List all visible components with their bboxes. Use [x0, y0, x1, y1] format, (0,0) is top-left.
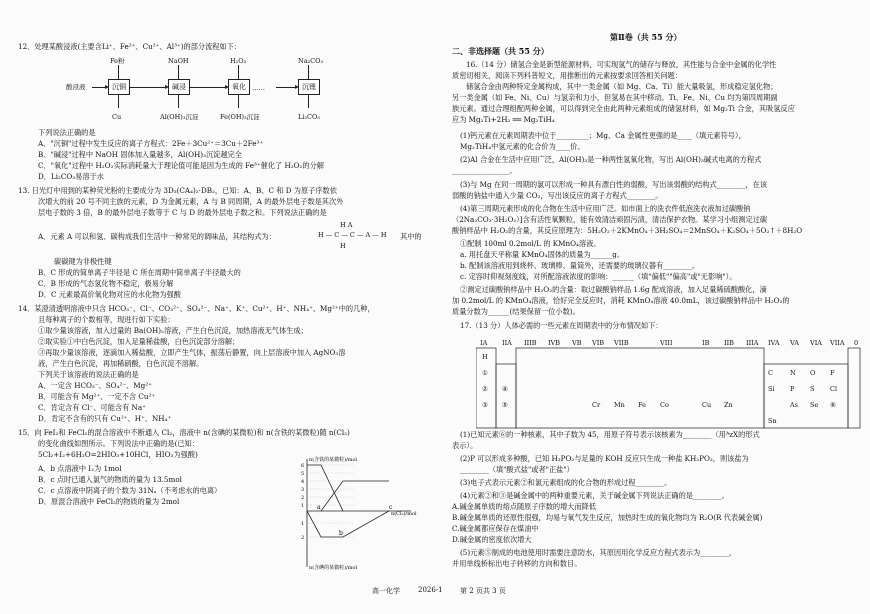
element-sn: Sn	[768, 417, 777, 425]
element-zn: Zn	[724, 401, 733, 409]
element-fe: Fe	[638, 401, 647, 409]
q14-line: 液，产生白色沉淀，再加稀硝酸，白色沉淀不溶解。	[38, 359, 204, 368]
point-c: c	[389, 504, 393, 511]
struct-mid: H — C — C — A — H	[318, 231, 387, 240]
q14-line: ②取实验①中白色沉淀，加入足量稀盐酸，白色沉淀部分溶解；	[38, 337, 240, 346]
arrow-line	[118, 94, 119, 108]
q16-line: 16.（14 分）储氢合金是新型能源材料，可实现氢气的储存与释放，其性能与合金中金属的化学性	[466, 60, 777, 69]
arrow-line	[308, 65, 309, 79]
q17-line: (2)P 可以形成多种酸，已知 H₃PO₂与足量的 KOH 反应只生成一种盐 KH₂PO₂，则该盐为	[460, 454, 749, 463]
q16-line: Mg₂TiH₄中氢元素的化合价为____价。	[460, 142, 585, 151]
output-feoh3: Fe(OH)₃沉淀	[220, 113, 260, 121]
arrow-line	[118, 65, 119, 79]
q12-option-d: D．Li₂CO₃易溶于水	[38, 172, 104, 181]
group-label: IIIB	[524, 339, 537, 347]
q14-line: 且每种离子的个数相等，现进行如下实验：	[38, 315, 175, 324]
q15-line: 的变化曲线如图所示。下列说法中正确的是(已知：	[38, 439, 199, 448]
element-p: P	[790, 385, 795, 393]
process-flowchart	[66, 56, 372, 126]
q17-line: C.碱金属都应保存在煤油中	[452, 524, 539, 533]
group-label: IA	[480, 339, 488, 347]
output-li2co3: Li₂CO₃	[298, 113, 320, 121]
element-cl: Cl	[830, 385, 838, 393]
q13-line: 13. 日光灯中用到的某种荧光粉的主要成分为 3D₃(CA₄)₂·DB₂，已知：A、B、C 和 D 为原子序数依	[18, 186, 337, 195]
q13-option-a: A．元素 A 可以和氢、碳构成我们生活中一种常见的调味品，其结构式为：	[38, 232, 276, 241]
x-label: n(Cl₂)/mol	[391, 511, 417, 517]
footer-subject: 高一化学	[372, 587, 400, 595]
arrow-line	[308, 94, 309, 108]
y-label-top: n(含铁的某微粒)/mol	[309, 457, 358, 463]
element-6: ⑥	[830, 401, 836, 409]
q13-line: 层电子数的 3 倍，B 的最外层电子数等于 C 与 D 的最外层电子数之和。下列说法正确的是	[38, 208, 327, 217]
box-lithium: 沉锂	[298, 79, 320, 95]
q17-line: (1)已知元素⑥的一种核素，其中子数为 45，用原子符号表示该核素为________（用ᴬzX的形式	[460, 430, 760, 439]
footer-page: 第 2 页共 3 页	[460, 587, 506, 595]
q16-line: 质密切相关，阅读下列科普短文，用推断出的元素按要求回答相关问题：	[452, 71, 683, 80]
q17-line: 表示）。	[452, 441, 478, 450]
q17-line: (4)元素②和③是碱金属中的两种重要元素，关于碱金属下列说法正确的是________。	[460, 491, 729, 500]
q17-line: D.碱金属的密度依次增大	[452, 535, 532, 544]
ytick: 1	[301, 521, 305, 527]
q16-line: a. 用托盘天平称量 KMnO₄固体的质量为______g。	[460, 250, 625, 259]
ytick: 2	[301, 495, 305, 501]
group-label: VIII	[660, 339, 673, 347]
group-label: 0	[854, 339, 859, 347]
q17-line: (3)电子式表示元素②和氯元素组成的化合物的形成过程________。	[460, 478, 672, 487]
arrow-line	[238, 65, 239, 79]
q12-option-b: B．"碱浸"过程中 NaOH 固体加入量越多，Al(OH)₃沉淀越完全	[38, 150, 242, 159]
q13-option-a-tail: 其中的	[400, 232, 422, 241]
q14-line: ③再取少量该溶液，逐滴加入稀盐酸，立即产生气体，振荡后静置，向上层溶液中加入 AgNO₃溶	[38, 348, 346, 357]
q13-option-d: D．C 元素最高价氧化物对应的水化物为强酸	[38, 290, 181, 299]
element-1: ①	[482, 369, 488, 377]
group-label: IIB	[724, 339, 734, 347]
flow-arrow	[130, 87, 166, 88]
q13-line: 次增大的前 20 号不同主族的元素，D 为金属元素，A 与 B 同周期，A 的最外层电子数是其次外	[38, 197, 344, 206]
flow-start: 酸浸液	[66, 83, 86, 91]
box-oxidize: 氧化	[228, 79, 250, 95]
ytick: 5	[301, 471, 305, 477]
q16-line: 储氢合金由两种特定金属构成，其中一类金属（如 Mg、Ca、Ti）能大量吸氢，形成稳定氢化物；	[466, 82, 778, 91]
q15-option-d: D．原混合溶液中 FeCl₂的物质的量为 2mol	[38, 497, 180, 506]
element-as: As	[790, 401, 799, 409]
q14-option-b: B．可能含有 Mg²⁺、一定不含 Cu²⁺	[38, 392, 156, 401]
q16-line: 质量分数为______(结果保留一位小数)。	[452, 307, 580, 316]
q12-intro: 下列说法正确的是	[38, 128, 96, 137]
group-label: VIIB	[614, 339, 629, 347]
ytick: 1	[301, 503, 305, 509]
q17-line: A.碱金属单质的熔点随原子序数的增大而降低	[452, 502, 597, 511]
q15-option-b: B．c 点时已通入氯气的物质的量为 13.5mol	[38, 475, 182, 484]
right-column	[452, 0, 862, 614]
element-n: N	[790, 369, 796, 377]
q17-line: B.碱金属单质的还原性很强，均易与氧气发生反应，加热时生成的氧化物均为 R₂O(R 代表碱金属)	[452, 513, 763, 522]
reagent-h2o2: H₂O₂	[230, 57, 247, 65]
q13-option-b: B．C 形成的简单离子半径是 C 所在周期中简单离子半径最大的	[38, 268, 241, 277]
element-o: O	[810, 369, 816, 377]
element-mn: Mn	[614, 401, 625, 409]
point-a: a	[317, 504, 321, 511]
element-co: Co	[660, 401, 669, 409]
reagent-na2co3: Na₂CO₃	[298, 57, 324, 65]
ytick: 4	[301, 479, 305, 485]
group-label: VA	[790, 339, 799, 347]
q16-line: 酸钠样品中 H₂O₂的含量，其反应原理为：5H₂O₂＋2KMnO₄＋3H₂SO₄＝2MnSO₄＋K₂SO₄＋5O₂↑＋8H₂O	[452, 226, 803, 235]
q12-option-c: C．"氧化"过程中 H₂O₂实际消耗量大于理论值可能是因为生成的 Fe³⁺催化了 H₂O₂的分解	[38, 161, 324, 170]
arrow-line	[178, 94, 179, 108]
q14-line: ①取少量该溶液，加入过量的 Ba(OH)₂溶液，产生白色沉淀，加热溶液无气体生成；	[38, 326, 308, 335]
output-aloh3: Al(OH)₃沉淀	[160, 113, 199, 121]
left-column	[18, 0, 436, 614]
element-4: ④	[502, 385, 508, 393]
section-title: 第Ⅱ卷（共 55 分）	[610, 32, 682, 42]
q16-line: (4)第三周期元素形成的化合物在生活中应用广泛。如市面上的洗衣件低泡洗衣液加过碳酸钠	[460, 204, 751, 213]
structural-formula	[318, 220, 387, 251]
group-label: IVA	[768, 339, 780, 347]
struct-top: H A	[340, 221, 353, 229]
element-c: C	[768, 369, 773, 377]
group-label: IIIA	[746, 339, 759, 347]
q15-line: 15．向 FeI₂和 FeCl₂的混合溶液中不断通入 Cl₂，溶液中 n(含碘的某微粒)和 n(含铁的某微粒)随 n(Cl₂)	[18, 428, 350, 437]
q15-line: 5Cl₂+I₂+6H₂O=2HIO₃+10HCl，HIO₃为强酸)	[38, 450, 198, 459]
q16-line: ②测定过碳酸钠样品中 H₂O₂的含量：取过碳酸钠样品 1.6g 配成溶液，加入足量稀硫酸酸化，滴	[460, 285, 767, 294]
q12-title: 12．处理某酸浸液(主要含Li⁺、Fe²⁺、Cu²⁺、Al³⁺)的部分流程如下：	[18, 42, 242, 51]
q16-line: ________________。	[452, 166, 517, 175]
q16-line: 另一类金属（如 Fe、Ni、Cu）与氢亲和力小，但氢易在其中移动。Ti、Fe、Ni、Cu 均为第四周期副	[452, 93, 778, 102]
q16-line: 应为 Mg₂Ti+2H₂ ══ Mg₂TiH₄	[452, 115, 555, 124]
y-label-bottom: n(含碘的某微粒)/mol	[309, 565, 358, 571]
element-si: Si	[768, 385, 775, 393]
element-2: ②	[482, 385, 488, 393]
iodine-curve	[307, 511, 389, 537]
q14-option-a: A．一定含 HCO₃⁻、SO₄²⁻、Mg²⁺	[38, 381, 152, 390]
struct-bottom: H	[340, 241, 346, 250]
output-cu: Cu	[112, 113, 122, 121]
flow-arrow	[92, 87, 106, 88]
element-se: Se	[810, 401, 819, 409]
reagent-naoh: NaOH	[168, 57, 189, 65]
q14-line: 14．某澄清透明溶液中只含 HCO₃⁻、Cl⁻、CO₃²⁻、SO₄²⁻、Na⁺、K⁺、Cu²⁺、H⁺、NH₄⁺、Mg²⁺中的几种，	[18, 304, 375, 313]
arrow-line	[238, 94, 239, 108]
q17-title: 17.（13 分）人体必需的一些元素在周期表中的分布情况如下：	[460, 321, 663, 330]
q17-line: (5)元素⑤制成的电池使用时需要注意防水，其原因用化学反应方程式表示为________，	[460, 548, 737, 557]
group-label: VIB	[592, 339, 605, 347]
q16-line: 弱酸的钠盐中通入少量 CO₂，写出该反应的离子方程式________。	[452, 191, 663, 200]
q15-option-a: A．b 点溶液中 I₂为 1mol	[38, 464, 122, 473]
group-label: VIA	[810, 339, 822, 347]
group-label: IB	[702, 339, 710, 347]
box-copper: 沉铜	[108, 79, 130, 95]
flow-arrow	[276, 87, 296, 88]
ytick: 3	[301, 487, 305, 493]
element-h: H	[482, 353, 488, 361]
q17-line: ________（填"酸式盐"或者"正盐"）	[460, 465, 574, 474]
element-cu: Cu	[702, 401, 712, 409]
q14-line: 下列关于该溶液的说法正确的是	[38, 370, 139, 379]
titration-graph	[293, 455, 423, 573]
ytick: 6	[301, 463, 305, 469]
q16-line: 族元素。通过合理组配两种金属，可以得到完全由此两种元素组成的储氢材料，如 Mg₂Ti 合金，其吸氢反应	[452, 104, 795, 113]
group-label: VB	[572, 339, 582, 347]
q16-line: 加 0.2mol/L 的 KMnO₄溶液，恰好完全反应时，消耗 KMnO₄溶液 40.0mL，该过碳酸钠样品中 H₂O₂的	[452, 296, 790, 305]
q16-line: b. 配制该溶液用到烧杯、玻璃棒、量筒外，还需要的玻璃仪器有________。	[460, 261, 700, 270]
footer-code: 2026-1	[418, 586, 443, 594]
q13-option-a2: 碳碳键为非极性键	[54, 257, 112, 266]
point-b: b	[339, 530, 343, 537]
element-s: S	[810, 385, 815, 393]
element-5: ⑤	[502, 401, 508, 409]
q12-option-a: A．"沉铜"过程中发生反应的离子方程式：2Fe＋3Cu²⁺＝3Cu＋2Fe³⁺	[38, 139, 264, 148]
q14-option-d: D．肯定不含有的只有 Cu²⁺、H⁺、NH₄⁺	[38, 414, 172, 423]
q17-line: 并用单线桥标出电子转移的方向和数目。	[452, 559, 582, 568]
group-label: IIA	[502, 339, 512, 347]
q15-option-c: C．c 点溶液中阴离子的个数为 31Nₐ（不考虑水的电离）	[38, 486, 222, 495]
q16-line: (3)与 Mg 在同一周期的氯可以形成一种具有漂白性的弱酸，写出该弱酸的结构式________，在该	[460, 180, 768, 189]
q16-line: （2Na₂CO₃·3H₂O₂）]含有活性氧颗粒，能有效清洁顽固污渍，清洁保护衣物。某学习小组测定过碳	[452, 215, 768, 224]
q14-option-c: C．肯定含有 Cl⁻、可能含有 Na⁺	[38, 403, 146, 412]
q16-line: (2)Al 合金在生活中应用广泛，Al(OH)₃是一种两性氢氧化物，写出 Al(OH)₃碱式电离的方程式	[460, 155, 762, 164]
q16-line: ①配制 100ml 0.2mol/L 的 KMnO₄溶液。	[460, 239, 601, 248]
group-label: IVB	[548, 339, 561, 347]
flow-dots: ……	[252, 84, 265, 92]
arrow-line	[178, 65, 179, 79]
element-cr: Cr	[592, 401, 601, 409]
box-alkali: 碱浸	[168, 79, 190, 95]
group-label: VIIA	[830, 339, 845, 347]
flow-arrow	[190, 87, 226, 88]
element-3: ③	[482, 401, 488, 409]
ytick: 2	[301, 535, 305, 541]
element-f: F	[830, 369, 835, 377]
q16-line: (1)钙元素在元素周期表中位于_________；Mg、Ca 金属性更强的是____（填元素符号），	[460, 131, 746, 140]
q13-option-c: C．B 形成的气态氢化物不稳定，极易分解	[38, 279, 174, 288]
section-subtitle: 二、非选择题（共 55 分）	[452, 46, 549, 56]
q16-line: c. 定容时仰视刻度线，对所配溶液浓度的影响：______（填"偏低""偏高"或"无影响"）。	[460, 272, 737, 281]
reagent-fe: Fe粉	[110, 57, 125, 65]
